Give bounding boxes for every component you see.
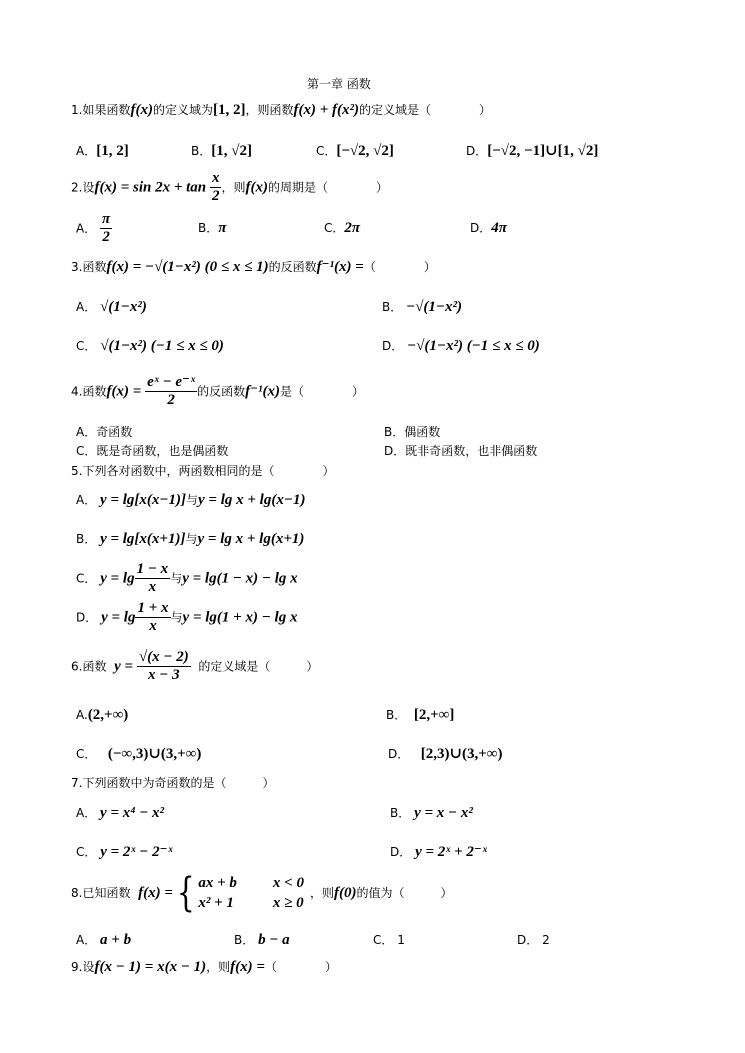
- option-value: [2,3)∪(3,+∞): [420, 746, 503, 762]
- option-value: 奇函数: [96, 425, 133, 439]
- q2-expr-left: f(x) = sin 2x + tan: [94, 179, 207, 196]
- case-cond: x ≥ 0: [272, 895, 304, 912]
- case-expr: ax + b: [198, 875, 237, 891]
- option-value: [1, 2]: [96, 143, 129, 159]
- q3-option-a[interactable]: [76, 298, 147, 316]
- q1-expr: f(x) + f(x²): [293, 102, 359, 118]
- q4-option-b[interactable]: [384, 425, 440, 439]
- q7-option-b[interactable]: [390, 804, 473, 822]
- option-label: D．: [388, 747, 410, 761]
- option-right: y = lg(1 + x) − lg x: [182, 609, 298, 626]
- q5-option-d[interactable]: [76, 600, 297, 636]
- q1-option-d[interactable]: [466, 142, 598, 160]
- q8-option-c[interactable]: [373, 933, 405, 947]
- q3-option-c[interactable]: [76, 337, 224, 355]
- q6-option-b[interactable]: [386, 706, 454, 724]
- option-label: B．: [198, 221, 219, 235]
- question-3-stem: [71, 258, 436, 276]
- q3-stem-mid: 的反函数: [268, 260, 317, 274]
- option-label: A．: [76, 144, 97, 158]
- q4-option-a[interactable]: [76, 425, 132, 439]
- option-left: y = lg: [101, 609, 136, 626]
- option-label: A．: [76, 493, 97, 507]
- q2-option-a[interactable]: [76, 211, 112, 247]
- frac-num: x: [210, 170, 222, 188]
- option-label: D．: [466, 144, 488, 158]
- option-label: B．: [390, 806, 411, 820]
- option-label: C．: [76, 444, 97, 458]
- option-value: [2,+∞]: [413, 707, 455, 723]
- q8-stem-pre: 8.已知函数: [71, 885, 131, 900]
- q4-expr-left: f(x) =: [106, 383, 142, 400]
- question-2-stem: [71, 170, 388, 206]
- q8-option-a[interactable]: [76, 931, 131, 949]
- q5-option-a[interactable]: [76, 491, 305, 509]
- q7-option-a[interactable]: [76, 804, 164, 822]
- option-label: B．: [76, 532, 97, 546]
- option-value: 4π: [491, 220, 507, 236]
- option-value: (−∞,3)∪(3,+∞): [107, 746, 202, 762]
- page-title: 第一章 函数: [307, 77, 371, 91]
- option-label: B．: [384, 425, 405, 439]
- q2-fx: f(x): [245, 179, 268, 196]
- q1-stem-mid: 的定义域为: [152, 103, 213, 117]
- q2-option-b[interactable]: [198, 219, 226, 237]
- option-value: −√(1−x²) (−1 ≤ x ≤ 0): [407, 338, 540, 354]
- option-value: b − a: [258, 932, 290, 948]
- frac-num: eˣ − e⁻ˣ: [145, 374, 197, 392]
- option-label: A．: [76, 425, 97, 439]
- option-label: B．: [234, 933, 255, 947]
- option-label: A.: [76, 708, 88, 722]
- option-value: π: [218, 220, 227, 236]
- q8-piecewise: [198, 873, 310, 914]
- q4-stem-post: 是（ ）: [280, 384, 365, 399]
- q1-stem-pre: 1.如果函数: [71, 103, 131, 117]
- q1-fx: f(x): [130, 102, 153, 118]
- q1-interval: [1, 2]: [212, 102, 246, 118]
- q8-option-b[interactable]: [234, 931, 290, 949]
- option-label: B．: [386, 708, 407, 722]
- q1-stem-post: 的定义域是（ ）: [359, 103, 492, 117]
- option-value: y = x − x²: [414, 805, 473, 821]
- frac-num: √(x − 2): [137, 649, 191, 667]
- option-value: 2: [542, 933, 550, 947]
- q3-stem-post: （ ）: [363, 260, 436, 274]
- option-fraction: [100, 211, 112, 247]
- q6-fraction: [137, 649, 191, 685]
- option-label: D．: [390, 845, 412, 859]
- option-value: 既非奇函数，也非偶函数: [405, 444, 538, 458]
- option-right: y = lg x + lg(x−1): [198, 492, 306, 508]
- q2-stem-end: 的周期是（ ）: [267, 180, 388, 195]
- option-label: A．: [76, 806, 97, 820]
- q2-option-d[interactable]: [470, 219, 507, 237]
- frac-num: π: [100, 211, 112, 229]
- option-value: √(1−x²) (−1 ≤ x ≤ 0): [100, 338, 224, 354]
- conjunction: 与: [170, 610, 183, 625]
- q8-stem-mid: ，则: [309, 885, 334, 900]
- left-brace: {: [176, 870, 195, 917]
- q3-option-b[interactable]: [382, 298, 462, 316]
- q9-expr: f(x − 1) = x(x − 1): [94, 959, 207, 975]
- option-value: [−√2, −1]∪[1, √2]: [487, 143, 599, 159]
- question-9-stem: [71, 958, 337, 976]
- conjunction: 与: [170, 571, 183, 586]
- q3-stem-pre: 3.函数: [71, 260, 107, 274]
- q8-option-d[interactable]: [517, 933, 550, 947]
- option-left: y = lg[x(x+1)]: [100, 531, 186, 547]
- question-1-stem: [71, 101, 491, 119]
- option-label: A．: [76, 221, 97, 236]
- q6-option-d[interactable]: [388, 745, 503, 763]
- option-label: C．: [324, 221, 345, 235]
- q8-expr-left: f(x) =: [138, 884, 173, 901]
- option-label: D．: [470, 221, 492, 235]
- option-label: D．: [76, 610, 98, 625]
- option-value: 既是奇函数，也是偶函数: [96, 444, 229, 458]
- option-label: C．: [316, 144, 337, 158]
- option-value: y = 2ˣ + 2⁻ˣ: [415, 844, 487, 860]
- q6-expr-left: y =: [114, 658, 134, 675]
- case-cond: x < 0: [272, 875, 304, 891]
- frac-den: x: [149, 618, 157, 635]
- q2-stem-pre: 2.设: [71, 180, 95, 195]
- option-label: B．: [382, 300, 403, 314]
- conjunction: 与: [186, 493, 199, 507]
- option-right: y = lg(1 − x) − lg x: [182, 570, 298, 587]
- option-value: √(1−x²): [100, 299, 147, 315]
- option-left: y = lg[x(x−1)]: [100, 492, 186, 508]
- frac-den: x − 3: [148, 667, 180, 684]
- option-label: C．: [76, 747, 97, 761]
- q3-finv: f⁻¹(x) =: [316, 259, 364, 275]
- q2-stem-post: ，则: [221, 180, 246, 195]
- option-label: B．: [191, 144, 212, 158]
- option-label: A．: [76, 300, 97, 314]
- q4-stem-mid: 的反函数: [197, 384, 246, 399]
- question-5-stem: 5.下列各对函数中，两函数相同的是（ ）: [71, 464, 335, 478]
- option-fraction: [135, 600, 170, 636]
- q3-expr: f(x) = −√(1−x²) (0 ≤ x ≤ 1): [106, 259, 269, 275]
- option-right: y = lg x + lg(x+1): [197, 531, 305, 547]
- q3-option-d[interactable]: [382, 337, 540, 355]
- option-fraction: [135, 561, 171, 597]
- option-label: A．: [76, 933, 97, 947]
- option-label: D．: [382, 339, 404, 353]
- q6-stem-post: 的定义域是（ ）: [198, 659, 319, 674]
- conjunction: 与: [185, 532, 198, 546]
- q6-stem-pre: 6.函数: [71, 659, 107, 674]
- option-value: y = x⁴ − x²: [100, 805, 165, 821]
- q4-option-c[interactable]: [76, 444, 228, 458]
- frac-den: 2: [167, 392, 175, 409]
- q1-option-c[interactable]: [316, 142, 394, 160]
- option-label: D．: [517, 933, 539, 947]
- frac-den: x: [148, 579, 157, 596]
- q8-stem-post: 的值为（ ）: [356, 885, 453, 900]
- q7-option-c[interactable]: [76, 843, 173, 861]
- q1-stem-mid2: ，则函数: [245, 103, 294, 117]
- frac-den: 2: [102, 229, 110, 246]
- option-value: a + b: [100, 932, 132, 948]
- option-value: [−√2, √2]: [336, 143, 394, 159]
- option-label: D．: [384, 444, 406, 458]
- q6-option-a[interactable]: [76, 706, 128, 724]
- option-value: (2,+∞): [87, 707, 129, 723]
- q6-option-c[interactable]: [76, 745, 201, 763]
- q1-option-a[interactable]: [76, 142, 129, 160]
- q9-stem-mid: ，则: [206, 960, 231, 974]
- frac-num: 1 + x: [135, 600, 170, 618]
- q4-fraction: [145, 374, 197, 410]
- question-4-stem: [71, 374, 364, 410]
- option-label: C．: [373, 933, 394, 947]
- q5-option-c[interactable]: [76, 561, 298, 597]
- q5-option-b[interactable]: [76, 530, 304, 548]
- q7-option-d[interactable]: [390, 843, 487, 861]
- option-value: 偶函数: [404, 425, 441, 439]
- question-6-stem: [71, 649, 318, 685]
- option-value: y = 2ˣ − 2⁻ˣ: [100, 844, 173, 860]
- question-8-stem: [71, 870, 453, 917]
- frac-num: 1 − x: [135, 561, 171, 579]
- q9-fx: f(x) =: [230, 959, 265, 975]
- option-value: 1: [397, 933, 405, 947]
- q9-stem-post: （ ）: [264, 960, 337, 974]
- q2-fraction: [210, 170, 222, 206]
- option-label: C．: [76, 845, 97, 859]
- q2-option-c[interactable]: [324, 219, 360, 237]
- case-expr: x² + 1: [198, 895, 234, 912]
- option-label: C．: [76, 339, 97, 353]
- q4-finv: f⁻¹(x): [245, 383, 281, 400]
- option-label: C．: [76, 571, 97, 586]
- option-value: 2π: [344, 220, 361, 236]
- q1-option-b[interactable]: [191, 142, 252, 160]
- option-value: −√(1−x²): [406, 299, 462, 315]
- option-left: y = lg: [100, 570, 135, 587]
- q8-f0: f(0): [333, 884, 357, 901]
- frac-den: 2: [211, 188, 220, 205]
- q4-option-d[interactable]: [384, 444, 537, 458]
- q9-stem-pre: 9.设: [71, 960, 95, 974]
- option-value: [1, √2]: [211, 143, 252, 159]
- question-7-stem: 7.下列函数中为奇函数的是（ ）: [71, 776, 275, 790]
- q4-stem-pre: 4.函数: [71, 384, 107, 399]
